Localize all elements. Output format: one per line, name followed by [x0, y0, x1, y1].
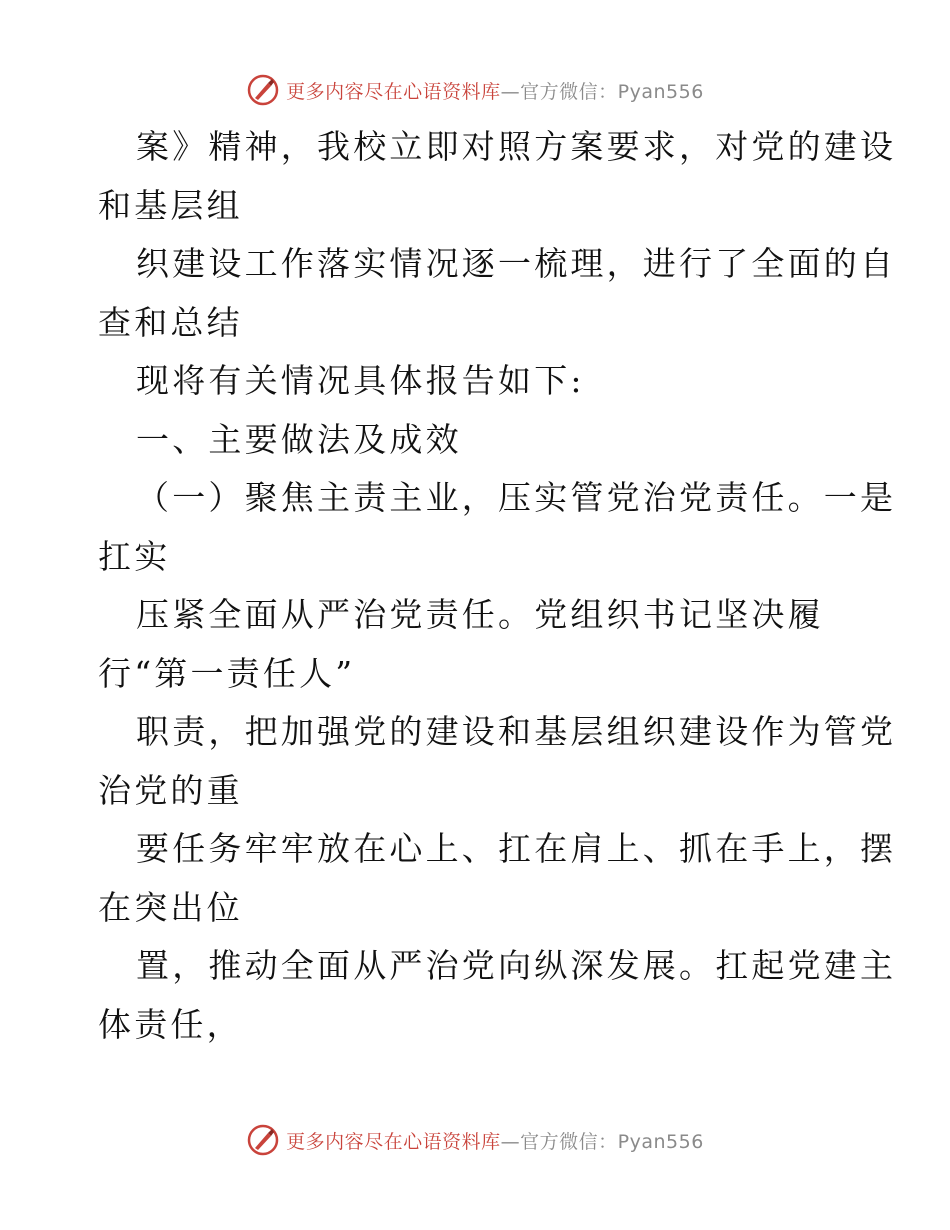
text-line: 案》精神，我校立即对照方案要求，对党的建设: [136, 127, 897, 166]
text-line: 治党的重: [98, 770, 243, 810]
text-line: （一）聚焦主责主业，压实管党治党责任。一是: [136, 478, 897, 517]
watermark-separator: —: [500, 1130, 521, 1153]
watermark-text: [286, 1127, 704, 1154]
footer-watermark: [0, 1120, 950, 1160]
text-line: 压紧全面从严治党责任。党组织书记坚决履: [136, 595, 824, 634]
watermark-separator: —: [500, 80, 521, 103]
text-line: 体责任，: [98, 1004, 243, 1044]
text-line: 和基层组: [98, 185, 243, 225]
pen-logo-icon: [246, 73, 280, 107]
watermark-suffix: 官方微信：Pyan556: [520, 80, 704, 103]
pen-logo-icon: [246, 1123, 280, 1157]
document-body: [98, 118, 897, 1054]
watermark-text: [286, 77, 704, 104]
text-line: 置，推动全面从严治党向纵深发展。扛起党建主: [136, 946, 897, 985]
text-line: 扛实: [98, 536, 171, 576]
text-line: 要任务牢牢放在心上、扛在肩上、抓在手上，摆: [136, 829, 897, 868]
text-line: 查和总结: [98, 302, 243, 342]
header-watermark: [0, 70, 950, 110]
watermark-main: 更多内容尽在心语资料库: [286, 1130, 501, 1153]
watermark-main: 更多内容尽在心语资料库: [286, 80, 501, 103]
text-line: 职责，把加强党的建设和基层组织建设作为管党: [136, 712, 897, 751]
watermark-suffix: 官方微信：Pyan556: [520, 1130, 704, 1153]
text-line: 一、主要做法及成效: [136, 419, 462, 459]
text-line: 织建设工作落实情况逐一梳理，进行了全面的自: [136, 244, 897, 283]
text-line: 现将有关情况具体报告如下:: [136, 361, 585, 400]
text-line: 行“第一责任人”: [98, 653, 356, 693]
text-line: 在突出位: [98, 887, 243, 927]
